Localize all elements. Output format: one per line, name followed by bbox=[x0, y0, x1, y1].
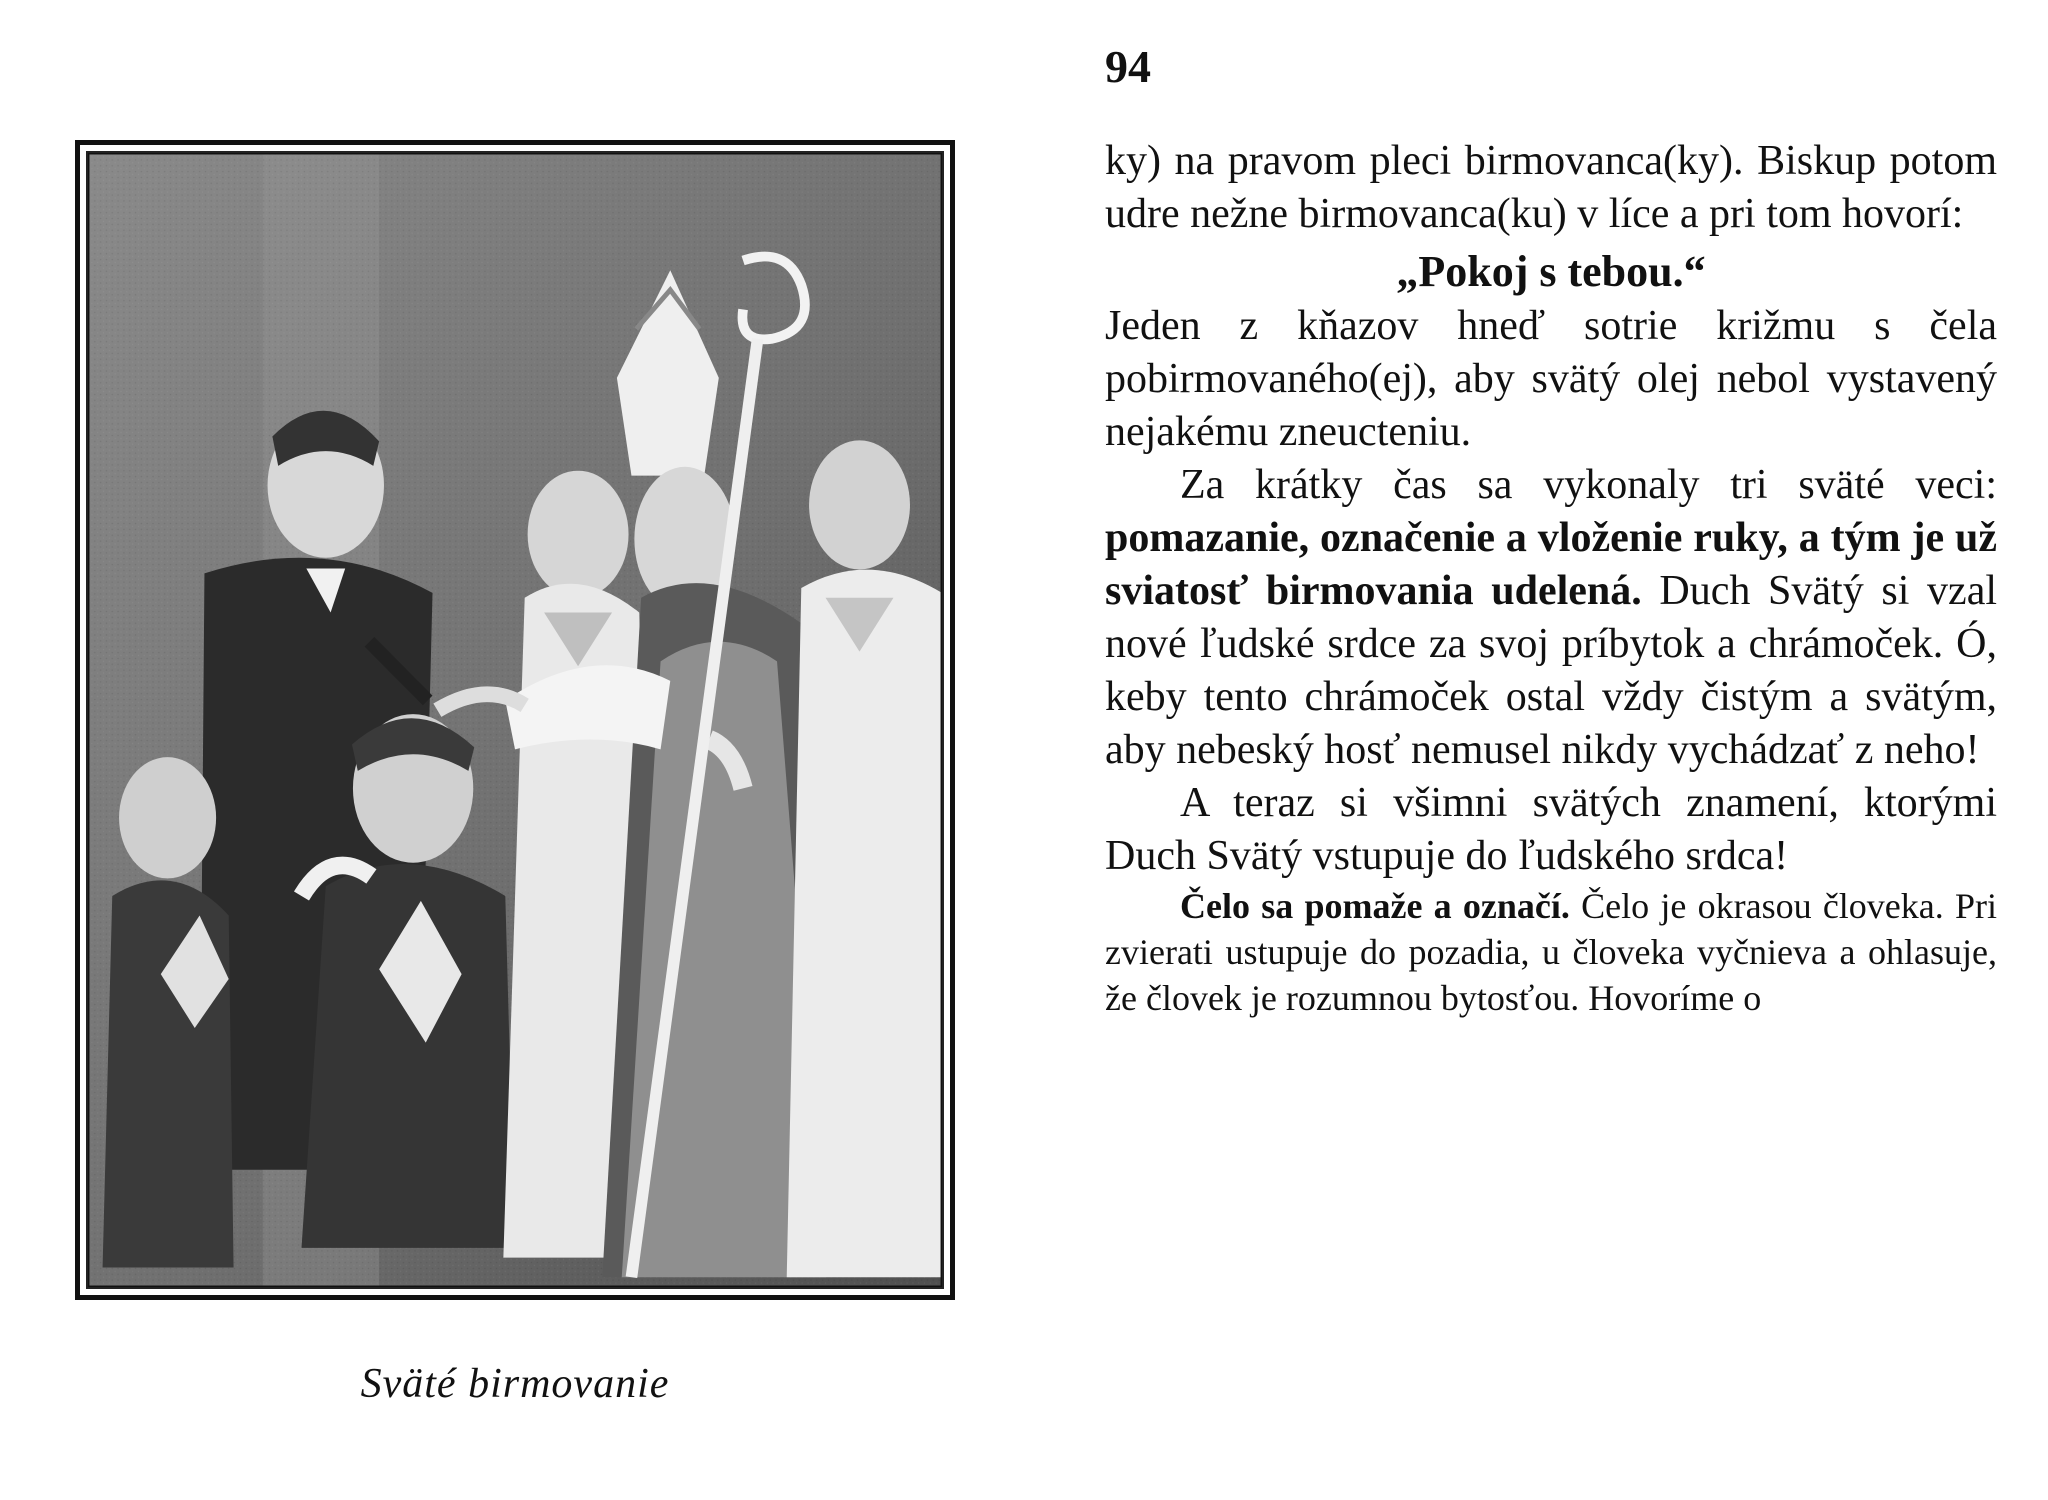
paragraph-3-end: Duch Svätý si vzal nové ľudské srdce za svoj príbytok a chrámoček. Ó, keby tento chrámoček ostal vždy čistým a svätým, aby nebeský hosť nemusel nikdy vychádzať z neho! bbox=[1105, 568, 1998, 773]
illustration bbox=[86, 151, 944, 1289]
paragraph-5-bold: Čelo sa pomaže a označí. bbox=[1180, 886, 1570, 926]
paragraph-5-end: Čelo je okrasou človeka. Pri zvierati ustupuje do pozadia, u človeka vyčnieva a ohlasuje, že človek je rozumnou bytosťou. Hovoríme o bbox=[1105, 886, 1998, 1018]
paragraph-3 bbox=[1105, 459, 1997, 777]
illustration-caption: Sväté birmovanie bbox=[360, 1361, 670, 1407]
paragraph-3-bold: pomazanie, označenie a vloženie ruky, a tým je už sviatosť birmovania udelená. bbox=[1105, 515, 1997, 614]
paragraph-2: Jeden z kňazov hneď sotrie križmu s čela pobirmovaného(ej), aby svätý olej nebol vystavený nejakému zneucteniu. bbox=[1105, 303, 1997, 455]
paragraph-5 bbox=[1105, 883, 1997, 1021]
quotation: „Pokoj s tebou.“ bbox=[1396, 247, 1706, 296]
kneeling-boy-left bbox=[103, 757, 234, 1267]
main-text bbox=[1105, 135, 1997, 1021]
page-number: 94 bbox=[1105, 41, 1151, 92]
paragraph-4: A teraz si všimni svätých znamení, ktorými Duch Svätý vstupuje do ľudského srdca! bbox=[1105, 780, 1997, 879]
confirmation-scene-illustration bbox=[88, 153, 942, 1287]
paragraph-3-start: Za krátky čas sa vykonaly tri sväté veci: bbox=[1180, 462, 1997, 508]
illustration-frame bbox=[75, 140, 955, 1300]
paragraph-1: ky) na pravom pleci birmovanca(ky). Biskup potom udre nežne birmovanca(ku) v líce a pri tom hovorí: bbox=[1105, 138, 1997, 237]
